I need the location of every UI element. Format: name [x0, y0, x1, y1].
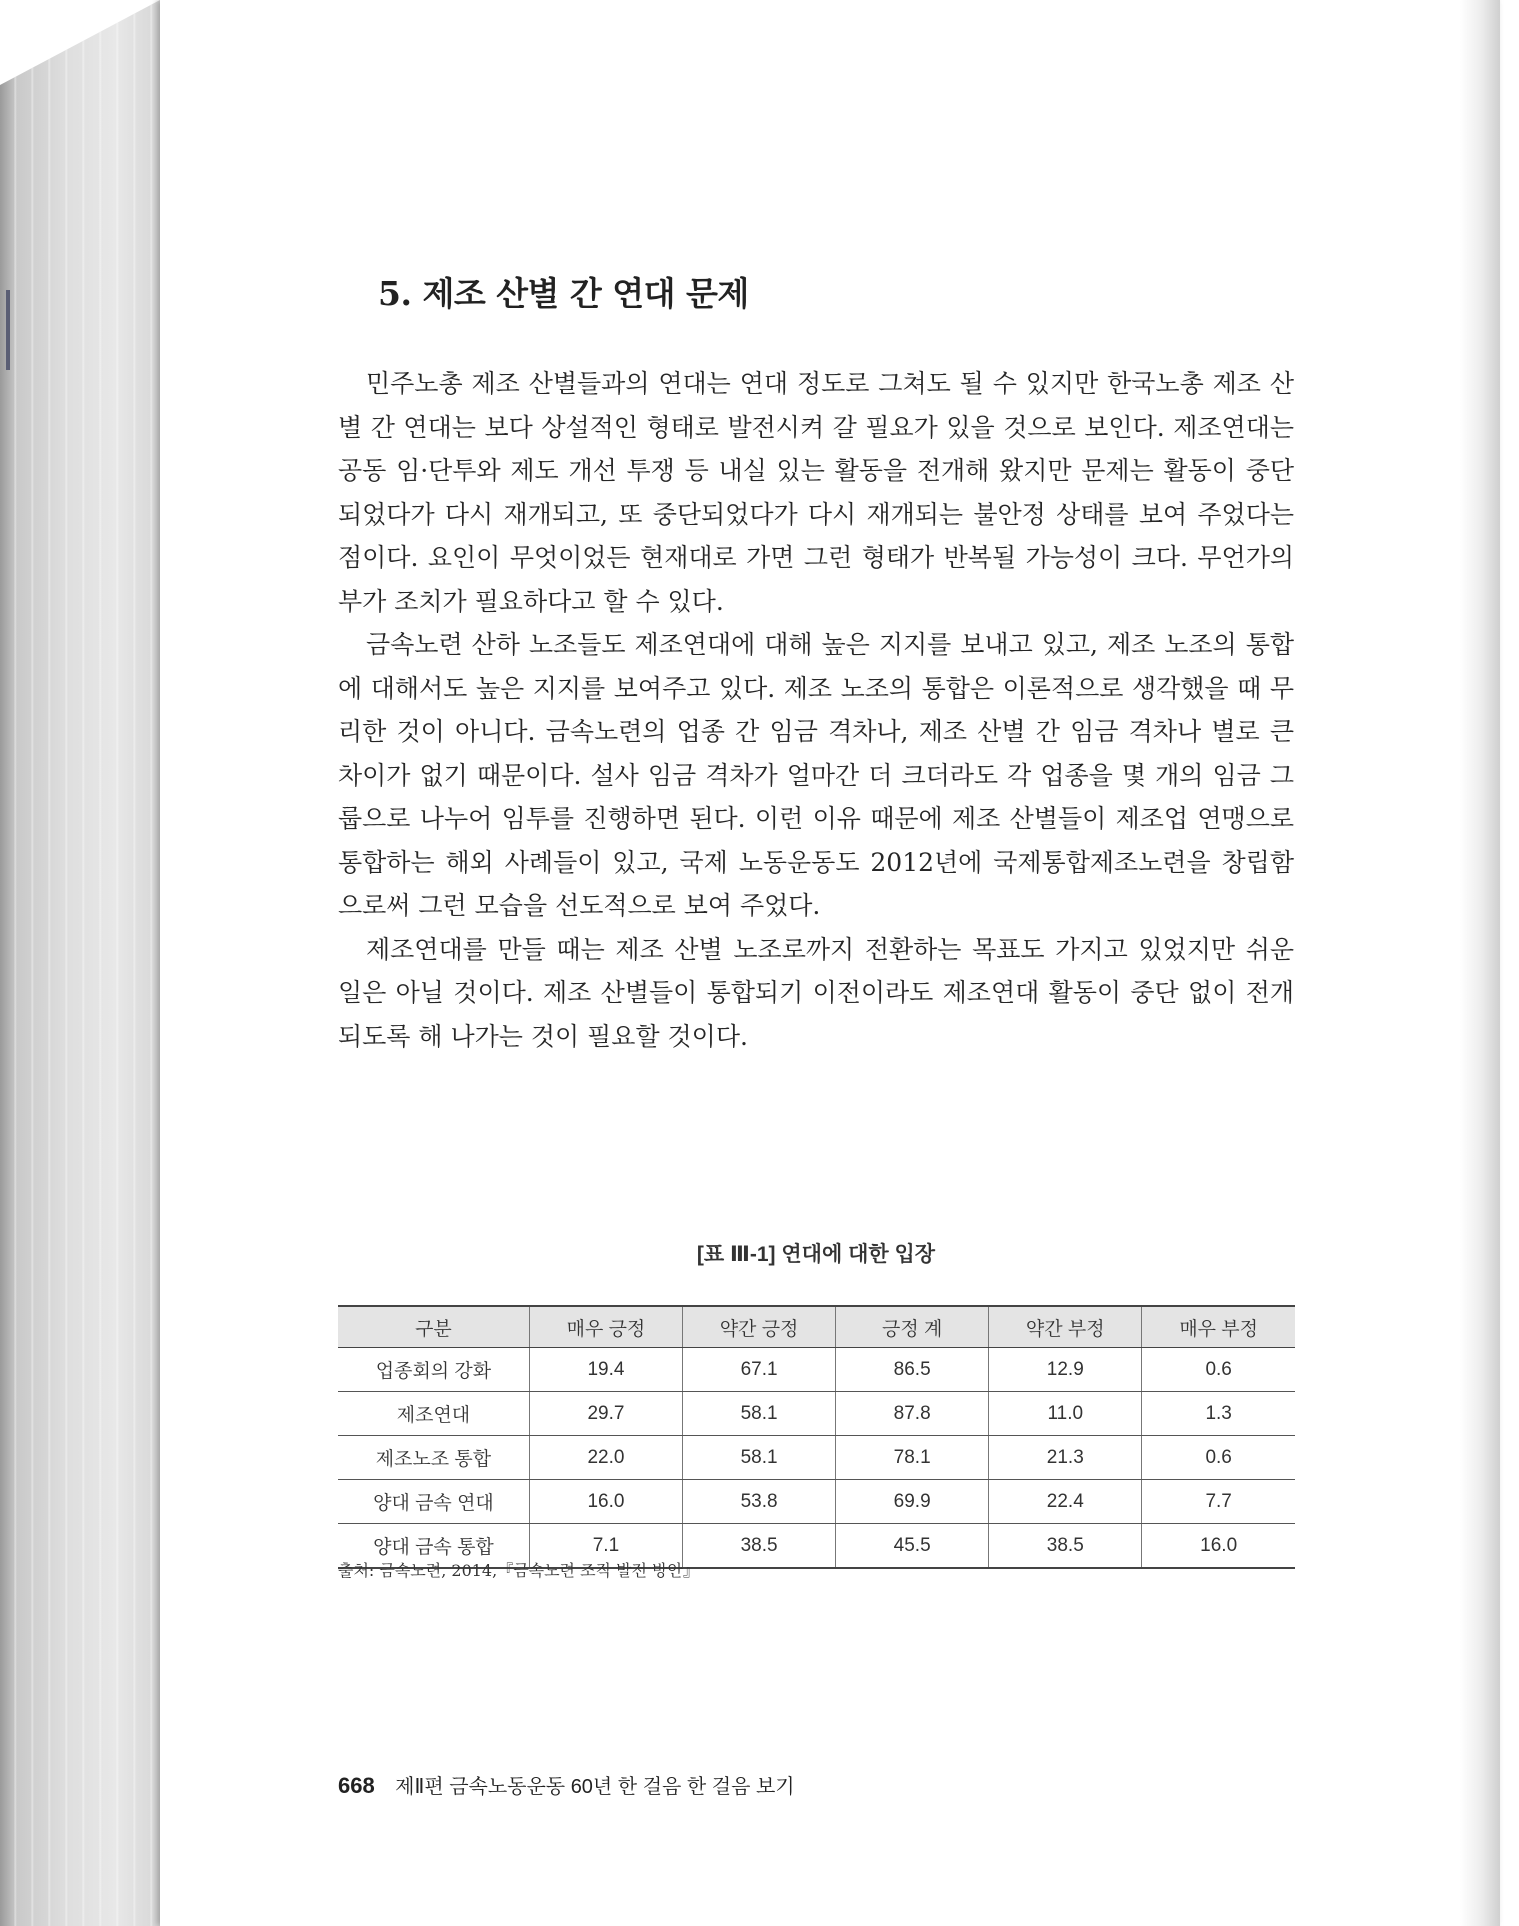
table-cell: 58.1	[683, 1392, 836, 1436]
table-source-note: 출처: 금속노련, 2014,『금속노련 조직 발전 방안』	[338, 1561, 700, 1580]
page-gutter-shade	[1460, 0, 1500, 1926]
table-cell: 19.4	[529, 1348, 682, 1392]
table-cell: 78.1	[836, 1436, 989, 1480]
column-header: 구분	[338, 1306, 529, 1348]
column-header: 매우 부정	[1142, 1306, 1295, 1348]
bookmark-ribbon	[6, 290, 10, 370]
column-header: 매우 긍정	[529, 1306, 682, 1348]
paragraph: 금속노련 산하 노조들도 제조연대에 대해 높은 지지를 보내고 있고, 제조 노조의 통합에 대해서도 높은 지지를 보여주고 있다. 제조 노조의 통합은 이론적으로 생각했을 때 무리한 것이 아니다. 금속노련의 업종 간 임금 격차나, 제조 산별 간 임금 격차나 별로 큰 차이가 없기 때문이다. 설사 임금 격차가 얼마간 더 크더라도 각 업종을 몇 개의 임금 그룹으로 나누어 임투를 진행하면 된다. 이런 이유 때문에 제조 산별들이 제조업 연맹으로 통합하는 해외 사례들이 있고, 국제 노동운동도 2012년에 국제통합제조노련을 창립함으로써 그런 모습을 선도적으로 보여 주었다.	[338, 630, 1294, 920]
row-label: 제조연대	[338, 1392, 529, 1436]
table-cell: 38.5	[683, 1524, 836, 1569]
table-cell: 12.9	[989, 1348, 1142, 1392]
table-row	[338, 1392, 1295, 1436]
solidarity-table	[338, 1305, 1295, 1569]
table-cell: 11.0	[989, 1392, 1142, 1436]
column-header: 약간 긍정	[683, 1306, 836, 1348]
body-text	[338, 362, 1294, 1058]
table-cell: 22.4	[989, 1480, 1142, 1524]
table-cell: 7.1	[529, 1524, 682, 1569]
column-header: 긍정 계	[836, 1306, 989, 1348]
row-label: 업종회의 강화	[338, 1348, 529, 1392]
table-cell: 69.9	[836, 1480, 989, 1524]
row-label: 양대 금속 통합	[338, 1524, 529, 1569]
table-cell: 0.6	[1142, 1436, 1295, 1480]
table-cell: 86.5	[836, 1348, 989, 1392]
table-cell: 22.0	[529, 1436, 682, 1480]
table-cell: 1.3	[1142, 1392, 1295, 1436]
table-row	[338, 1348, 1295, 1392]
running-head: 제Ⅱ편 금속노동운동 60년 한 걸음 한 걸음 보기	[395, 1776, 795, 1798]
table-cell: 0.6	[1142, 1348, 1295, 1392]
table-header-row	[338, 1306, 1295, 1348]
table-cell: 58.1	[683, 1436, 836, 1480]
page-footer	[338, 1770, 795, 1799]
table-row	[338, 1436, 1295, 1480]
paragraph: 민주노총 제조 산별들과의 연대는 연대 정도로 그쳐도 될 수 있지만 한국노총 제조 산별 간 연대는 보다 상설적인 형태로 발전시켜 갈 필요가 있을 것으로 보인다. 제조연대는 공동 임·단투와 제도 개선 투쟁 등 내실 있는 활동을 전개해 왔지만 문제는 활동이 중단되었다가 다시 재개되고, 또 중단되었다가 다시 재개되는 불안정 상태를 보여 주었다는 점이다. 요인이 무엇이었든 현재대로 가면 그런 형태가 반복될 가능성이 크다. 무언가의 부가 조치가 필요하다고 할 수 있다.	[338, 369, 1294, 616]
table-cell: 7.7	[1142, 1480, 1295, 1524]
table-cell: 16.0	[1142, 1524, 1295, 1569]
row-label: 양대 금속 연대	[338, 1480, 529, 1524]
book-page-edges	[0, 0, 165, 1926]
table-cell: 29.7	[529, 1392, 682, 1436]
paragraph: 제조연대를 만들 때는 제조 산별 노조로까지 전환하는 목표도 가지고 있었지만 쉬운 일은 아닐 것이다. 제조 산별들이 통합되기 이전이라도 제조연대 활동이 중단 없이 전개되도록 해 나가는 것이 필요할 것이다.	[338, 934, 1294, 1051]
table-cell: 45.5	[836, 1524, 989, 1569]
table-cell: 87.8	[836, 1392, 989, 1436]
page-number: 668	[338, 1773, 375, 1798]
table-caption: [표 Ⅲ-1] 연대에 대한 입장	[696, 1243, 936, 1266]
table-row	[338, 1480, 1295, 1524]
table-cell: 67.1	[683, 1348, 836, 1392]
table-cell: 21.3	[989, 1436, 1142, 1480]
table-cell: 38.5	[989, 1524, 1142, 1569]
column-header: 약간 부정	[989, 1306, 1142, 1348]
row-label: 제조노조 통합	[338, 1436, 529, 1480]
section-title: 5. 제조 산별 간 연대 문제	[378, 274, 749, 313]
table-cell: 53.8	[683, 1480, 836, 1524]
table-cell: 16.0	[529, 1480, 682, 1524]
